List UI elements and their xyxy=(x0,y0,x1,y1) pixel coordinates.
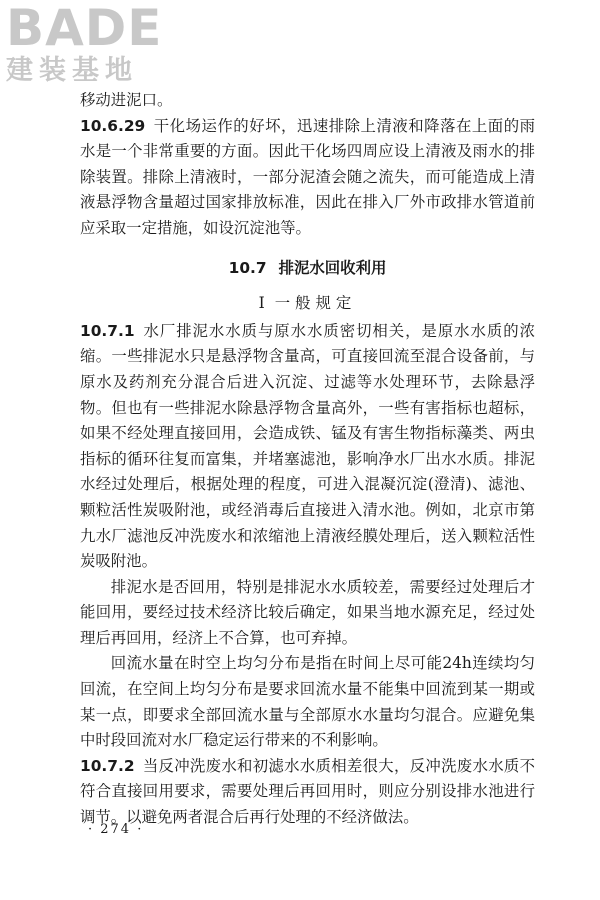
page-number: · 274 · xyxy=(88,822,144,837)
bade-logo xyxy=(6,2,176,86)
section-number: 10.7 xyxy=(228,258,267,277)
clause-number: 10.7.1 xyxy=(80,321,135,340)
subsection-title: 一般规定 xyxy=(274,294,357,313)
clause-text: 干化场运作的好坏，迅速排除上清液和降落在上面的雨水是一个非常重要的方面。因此干化场四周应设上清液及雨水的排除装置。排除上清液时，一部分泥渣会随之流失，而可能造成上清液悬浮物含量超过国家排放标准，因此在排入厂外市政排水管道前应采取一定措施，如设沉淀池等。 xyxy=(80,116,535,237)
clause-number: 10.7.2 xyxy=(80,756,135,775)
subsection-heading xyxy=(80,291,535,317)
section-heading xyxy=(80,256,535,282)
subsection-roman: Ⅰ xyxy=(258,294,265,313)
clause-number: 10.6.29 xyxy=(80,116,146,135)
top-fragment: 移动进泥口。 xyxy=(80,91,173,109)
clause-text: 水厂排泥水水质与原水水质密切相关，是原水水质的浓缩。一些排泥水只是悬浮物含量高，可直接回流至混合设备前，与原水及药剂充分混合后进入沉淀、过滤等水处理环节，去除悬浮物。但也有一些排泥水除悬浮物含量高外，一些有害指标也超标，如果不经处理直接回用，会造成铁、锰及有害生物指标藻类、两虫指标的循环往复而富集，并堵塞滤池，影响净水厂出水水质。排泥水经过处理后，根据处理的程度，可进入混凝沉淀(澄清)、滤池、颗粒活性炭吸附池，或经消毒后直接进入清水池。例如，北京市第九水厂滤池反冲洗废水和浓缩池上清液经膜处理后，送入颗粒活性炭吸附池。 xyxy=(80,321,535,571)
section-title: 排泥水回收利用 xyxy=(278,258,387,277)
logo-subtitle: 建装基地 xyxy=(6,55,138,86)
clause-text: 当反冲洗废水和初滤水水质相差很大，反冲洗废水水质不符合直接回用要求，需要处理后再回用时，则应分别设排水池进行调节。以避免两者混合后再行处理的不经济做法。 xyxy=(80,756,535,827)
clause-10-7-2 xyxy=(80,754,535,831)
clause-10-6-29 xyxy=(80,114,535,242)
paragraph: 排泥水是否回用，特别是排泥水水质较差，需要经过处理后才能回用，要经过技术经济比较后确定，如果当地水源充足，经过处理后再回用，经济上不合算，也可弃掉。 xyxy=(80,577,535,647)
logo-wordmark: BADE xyxy=(6,0,163,57)
clause-10-7-1 xyxy=(80,319,535,575)
paragraph: 回流水量在时空上均匀分布是指在时间上尽可能24h连续均匀回流，在空间上均匀分布是要求回流水量不能集中回流到某一期或某一点，即要求全部回流水量与全部原水水量均匀混合。应避免集中时段回流对水厂稳定运行带来的不利影响。 xyxy=(80,654,535,750)
document-page xyxy=(80,88,535,831)
